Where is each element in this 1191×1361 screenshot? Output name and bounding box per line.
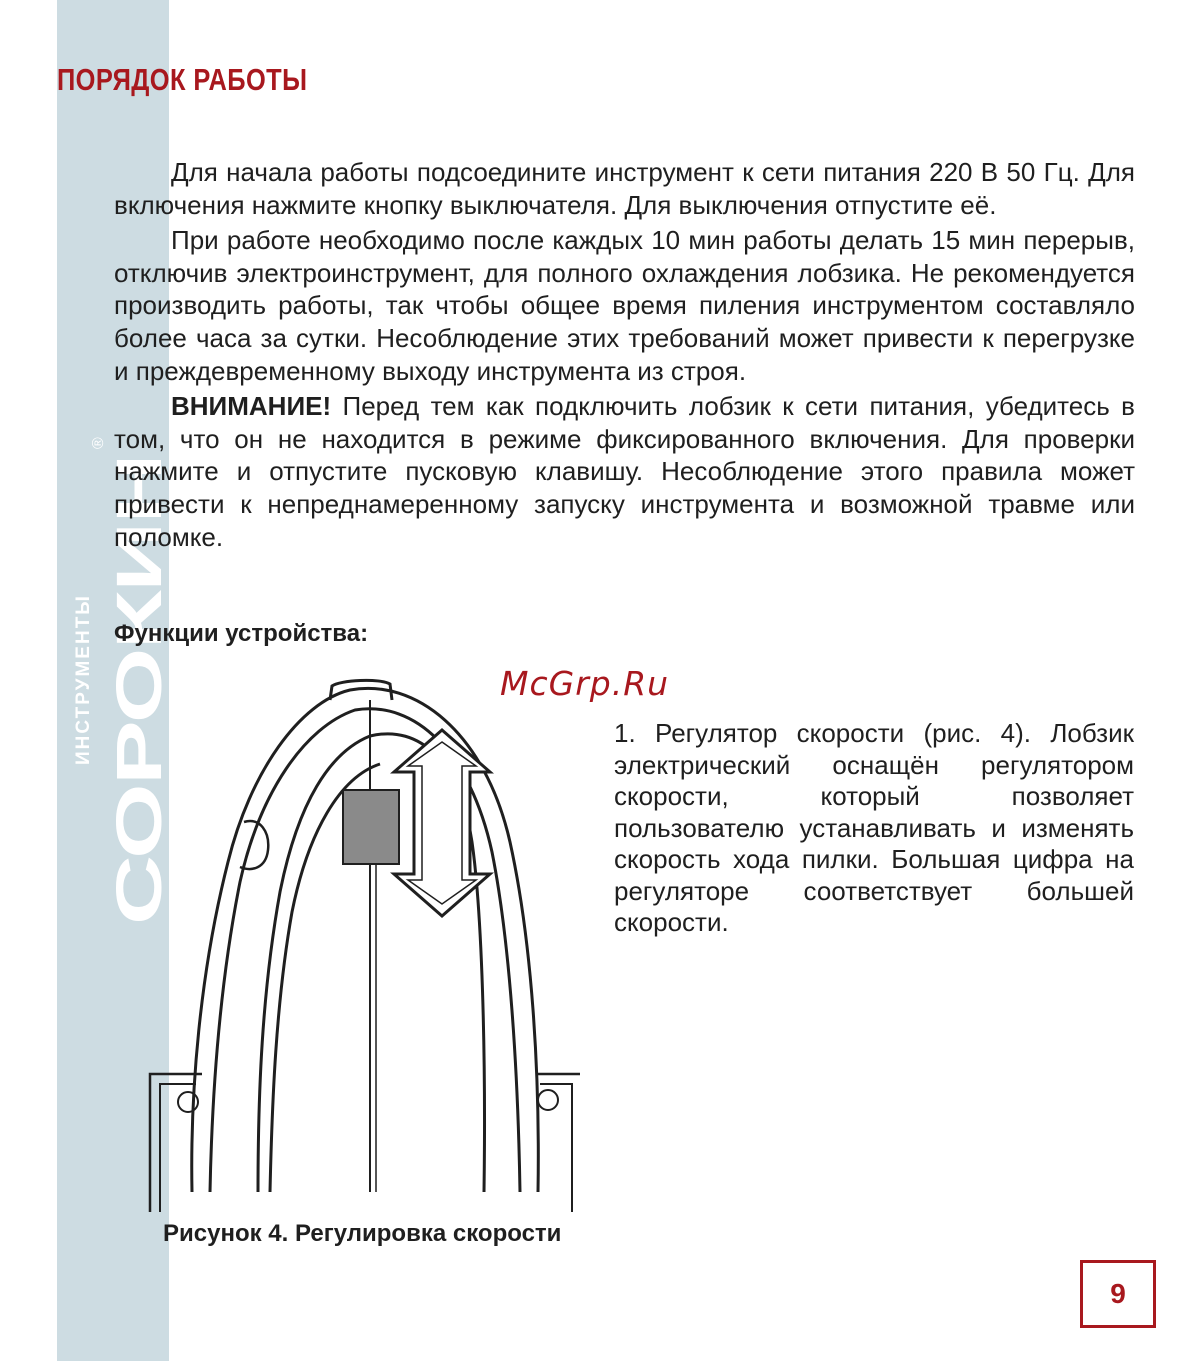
brand-logo-subtext: ИНСТРУМЕНТЫ <box>73 594 94 765</box>
paragraph-attention <box>114 390 1135 553</box>
brand-registered-mark: ® <box>90 437 107 449</box>
speed-regulator-dial <box>343 790 399 864</box>
figure-caption: Рисунок 4. Регулировка скорости <box>163 1220 562 1247</box>
body-text <box>114 156 1135 553</box>
section-title: ПОРЯДОК РАБОТЫ <box>57 62 308 97</box>
attention-text: Перед тем как подключить лобзик к сети питания, убедитесь в том, что он не находится в режиме фиксированного включения. Для проверки нажмите и отпустите пусковую клавишу. Несоблюдение этого правила может привести к непреднамеренному запуску инструмента и возможной травме или поломке. <box>114 391 1135 552</box>
paragraph-work-breaks: При работе необходимо после каждых 10 мин работы делать 15 мин перерыв, отключив электроинструмент, для полного охлаждения лобзика. Не рекомендуется производить работы, так чтобы общее время пиления инструментом составляло более часа за сутки. Несоблюдение этих требований может привести к перегрузке и преждевременному выходу инструмента из строя. <box>114 225 1135 386</box>
function-speed-regulator: 1. Регулятор скорости (рис. 4). Лобзик электрический оснащён регулятором скорости, который позволяет пользователю устанавливать и изменять скорость хода пилки. Большая цифра на регуляторе соответствует большей скорости. <box>614 718 1134 937</box>
page-number: 9 <box>1080 1260 1156 1328</box>
speed-regulator-figure <box>140 672 580 1217</box>
tool-body-outline <box>192 688 539 1192</box>
functions-title: Функции устройства: <box>114 620 369 647</box>
attention-label: ВНИМАНИЕ! <box>171 391 332 422</box>
paragraph-power-on: Для начала работы подсоедините инструмент к сети питания 220 В 50 Гц. Для включения нажмите кнопку выключателя. Для выключения отпустите её. <box>114 157 1135 220</box>
brand-logo-text: СОРОКИН <box>103 614 175 925</box>
watermark: McGrp.Ru <box>500 664 670 703</box>
